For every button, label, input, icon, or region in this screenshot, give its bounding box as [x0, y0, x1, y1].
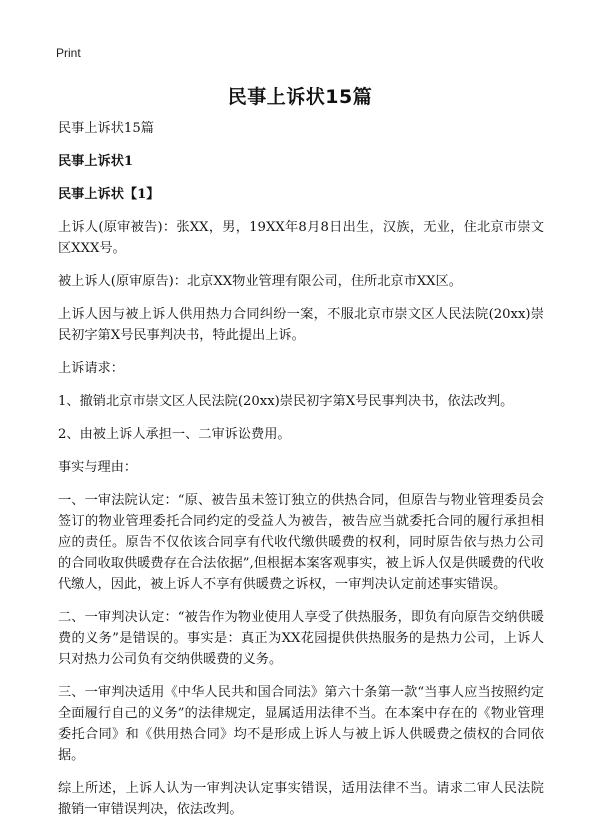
paragraph-conclusion: 综上所述，上诉人认为一审判决认定事实错误，适用法律不当。请求二审人民法院撤销一审错误判决，依法改判。 — [58, 781, 544, 817]
paragraph-appellant: 上诉人(原审被告)：张XX，男，19XX年8月8日出生，汉族，无业，住北京市崇文区XXX号。 — [58, 220, 544, 256]
page-title: 民事上诉状15篇 — [227, 86, 373, 108]
paragraph-requests-heading: 上诉请求： — [58, 361, 124, 376]
paragraph-request-2: 2、由被上诉人承担一、二审诉讼费用。 — [58, 427, 291, 442]
paragraph-case-intro: 上诉人因与被上诉人供用热力合同纠纷一案，不服北京市崇文区人民法院(20xx)崇民初字第X号民事判决书，特此提出上诉。 — [58, 307, 544, 343]
document-body — [58, 118, 544, 832]
paragraph-appellee: 被上诉人(原审原告)：北京XX物业管理有限公司，住所北京市XX区。 — [58, 274, 462, 289]
paragraph-facts-heading: 事实与理由： — [58, 460, 138, 475]
paragraph-request-1: 1、撤销北京市崇文区人民法院(20xx)崇民初字第X号民事判决书，依法改判。 — [58, 394, 514, 409]
document-subtitle: 民事上诉状15篇 — [58, 121, 154, 136]
paragraph-fact-3: 三、一审判决适用《中华人民共和国合同法》第六十条第一款“当事人应当按照约定全面履行自己的义务”的法律规定，显属适用法律不当。在本案中存在的《物业管理委托合同》和《供用热合同》均不是形成上诉人与被上诉人供暖费之债权的合同依据。 — [58, 685, 544, 763]
paragraph-fact-1: 一、一审法院认定：“原、被告虽未签订独立的供热合同，但原告与物业管理委员会签订的物业管理委托合同约定的受益人为被告，被告应当就委托合同的履行承担相应的责任。原告不仅依该合同享有代收代缴供暖费的权利，同时原告依与热力公司的合同收取供暖费存在合法依据”,但根据本案客观事实，被上诉人仅是供暖费的代收代缴人，因此，被上诉人不享有供暖费之诉权，一审判决认定前述事实错误。 — [58, 493, 544, 592]
paragraph-fact-2: 二、一审判决认定：“被告作为物业使用人享受了供热服务，即负有向原告交纳供暖费的义务”是错误的。事实是：真正为XX花园提供供热服务的是热力公司，上诉人只对热力公司负有交纳供暖费的义务。 — [58, 610, 544, 667]
subsection-heading: 民事上诉状【1】 — [58, 187, 160, 202]
print-link[interactable]: Print — [56, 46, 81, 60]
section-heading: 民事上诉状1 — [58, 154, 134, 169]
